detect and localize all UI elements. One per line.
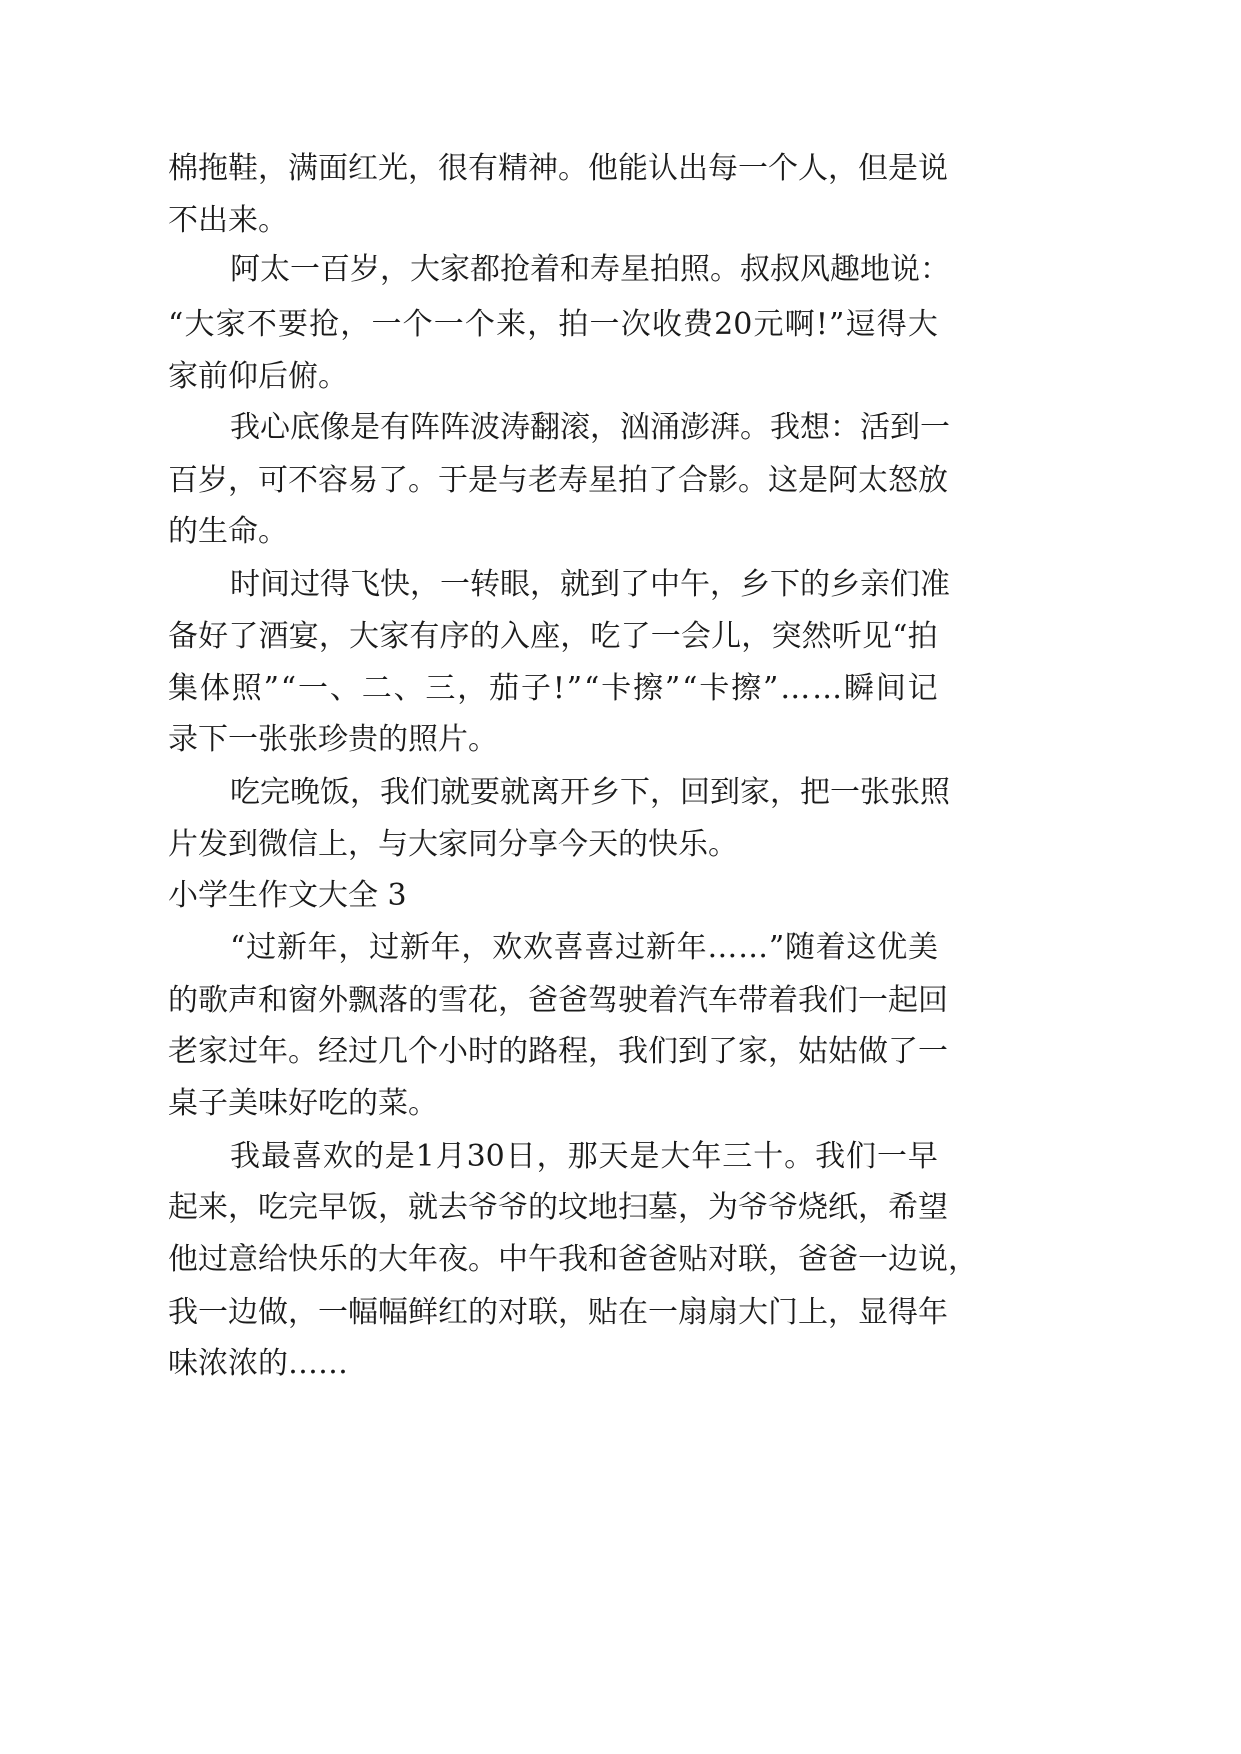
text-line-20: 我 最 喜 欢 的 是 1 月 30 日 ， 那 天 是 大 年 三 十 。 我 们 一 早 <box>230 1139 938 1174</box>
text-line-9: 时 间 过 得 飞 快 ， 一 转 眼 ， 就 到 了 中 午 ， 乡 下 的 乡 亲 们 准 <box>230 567 950 602</box>
section-heading: 小学生作文大全 3 <box>168 878 407 913</box>
text-line-8: 的生命。 <box>168 514 288 549</box>
text-line-11: 集 体 照 ” “ 一 、 二 、 三 ， 茄 子 ! ” “ 卡 擦 ” “ 卡 擦 ” … … 瞬 间 记 <box>168 671 938 706</box>
text-line-4: “ 大 家 不 要 抢 ， 一 个 一 个 来 ， 拍 一 次 收 费 20 元 啊 ! ” 逗 得 大 <box>168 307 938 342</box>
text-line-21: 起 来 ， 吃 完 早 饭 ， 就 去 爷 爷 的 坟 地 扫 墓 ， 为 爷 爷 烧 纸 ， 希 望 <box>168 1190 948 1225</box>
text-line-3: 阿 太 一 百 岁 ， 大 家 都 抢 着 和 寿 星 拍 照 。 叔 叔 风 趣 地 说 ： <box>230 252 950 287</box>
text-line-24: 味浓浓的…… <box>168 1346 348 1381</box>
text-line-18: 老 家 过 年 。 经 过 几 个 小 时 的 路 程 ， 我 们 到 了 家 ， 姑 姑 做 了 一 <box>168 1034 948 1069</box>
text-line-17: 的 歌 声 和 窗 外 飘 落 的 雪 花 ， 爸 爸 驾 驶 着 汽 车 带 着 我 们 一 起 回 <box>168 983 948 1018</box>
text-line-6: 我 心 底 像 是 有 阵 阵 波 涛 翻 滚 ， 汹 涌 澎 湃 。 我 想 ： 活 到 一 <box>230 410 950 445</box>
text-line-10: 备 好 了 酒 宴 ， 大 家 有 序 的 入 座 ， 吃 了 一 会 儿 ， 突 然 听 见 “ 拍 <box>168 619 938 654</box>
text-line-16: “ 过 新 年 ， 过 新 年 ， 欢 欢 喜 喜 过 新 年 … … ” 随 着 这 优 美 <box>230 930 938 965</box>
text-line-1: 棉 拖 鞋 ， 满 面 红 光 ， 很 有 精 神 。 他 能 认 出 每 一 个 人 ， 但 是 说 <box>168 151 948 186</box>
text-line-12: 录下一张张珍贵的照片。 <box>168 722 498 757</box>
text-line-19: 桌子美味好吃的菜。 <box>168 1086 438 1121</box>
text-line-23: 我 一 边 做 ， 一 幅 幅 鲜 红 的 对 联 ， 贴 在 一 扇 扇 大 门 上 ， 显 得 年 <box>168 1295 948 1330</box>
text-line-13: 吃 完 晚 饭 ， 我 们 就 要 就 离 开 乡 下 ， 回 到 家 ， 把 一 张 张 照 <box>230 775 950 810</box>
text-line-22: 他 过 意 给 快 乐 的 大 年 夜 。 中 午 我 和 爸 爸 贴 对 联 ， 爸 爸 一 边 说 ， <box>168 1242 978 1277</box>
text-line-14: 片发到微信上，与大家同分享今天的快乐。 <box>168 827 738 862</box>
text-line-7: 百 岁 ， 可 不 容 易 了 。 于 是 与 老 寿 星 拍 了 合 影 。 这 是 阿 太 怒 放 <box>168 463 948 498</box>
text-line-5: 家前仰后俯。 <box>168 359 348 394</box>
text-line-2: 不出来。 <box>168 203 288 238</box>
